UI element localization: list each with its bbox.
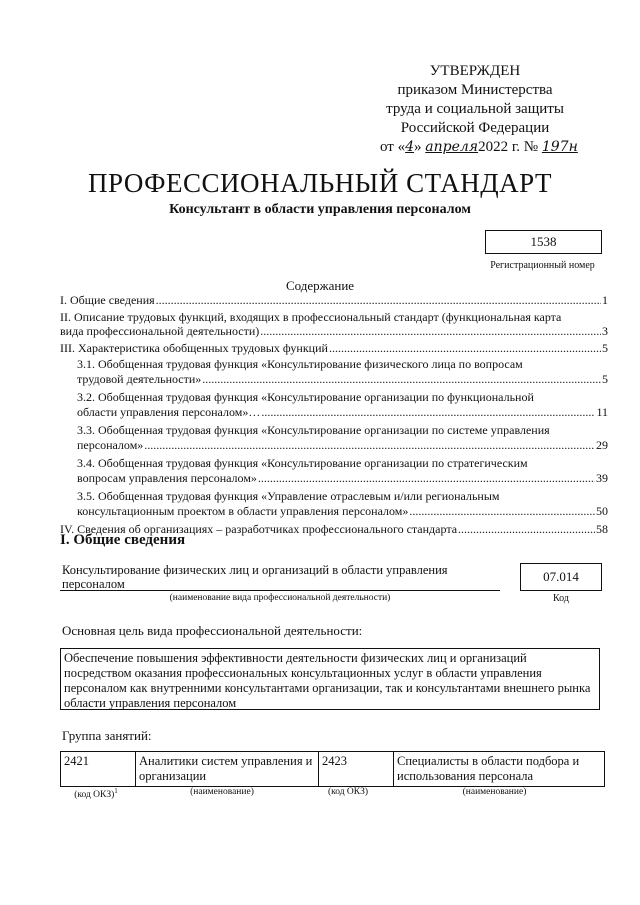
toc-item-label: 3.2. Обобщенная трудовая функция «Консультирование организации по функциональной [77, 390, 534, 404]
toc-item-label-cont: вопросам управления персоналом» [77, 470, 257, 485]
section-title: I. Общие сведения [60, 532, 186, 548]
occupation-name-cell: Аналитики систем управления и организации [136, 752, 319, 787]
registration-number-box: 1538 [485, 230, 602, 254]
occupation-name-caption: (наименование) [190, 787, 254, 797]
toc-page-number: 39 [596, 470, 608, 485]
occupation-group-table [60, 751, 605, 787]
toc-leader-dots [260, 324, 601, 339]
toc-heading: Содержание [285, 278, 355, 293]
toc-page-number: 11 [596, 404, 608, 419]
date-year: 2022 г. № [478, 139, 542, 155]
toc-item-3-4[interactable] [77, 456, 608, 485]
toc-leader-dots [258, 471, 595, 486]
toc-leader-dots [458, 522, 595, 537]
toc-page-number: 3 [602, 324, 608, 338]
toc-item-label: 3.4. Обобщенная трудовая функция «Консультирование организации по стратегическим [77, 456, 528, 470]
toc-item-label-cont: консультационным проектом в области управления персоналом» [77, 503, 409, 518]
toc-item-label: II. Описание трудовых функций, входящих в профессиональный стандарт (функциональная карта [60, 309, 562, 324]
date-mid: » [414, 139, 426, 155]
activity-underline [60, 590, 500, 591]
handwritten-day: 4 [405, 139, 415, 155]
registration-number-label: Регистрационный номер [490, 260, 595, 271]
activity-code-label: Код [553, 593, 569, 604]
toc-item-3-3[interactable] [77, 423, 608, 452]
goal-text-box: Обеспечение повышения эффективности деятельности физических лиц и организаций посредством оказания профессиональных консультационных услуг в области управления персоналом как внутренними консультантами организации, так и консультантами внешнего рынка области управления персоналом [60, 648, 600, 710]
toc-item-label-cont: трудовой деятельности» [77, 371, 202, 386]
toc-item-section-3[interactable] [60, 341, 608, 356]
toc-item-label-cont: персоналом» [77, 437, 144, 452]
toc-page-number: 50 [596, 503, 608, 518]
toc-item-3-2[interactable] [77, 390, 608, 419]
document-subtitle: Консультант в области управления персоналом [169, 202, 471, 217]
toc-item-section-2[interactable] [60, 310, 608, 339]
toc-page-number: 5 [602, 371, 608, 386]
toc-leader-dots [261, 405, 595, 420]
activity-caption: (наименование вида профессиональной деятельности) [169, 593, 391, 603]
caption-text: (код ОКЗ) [74, 790, 115, 801]
occupation-name-cell: Специалисты в области подбора и использования персонала [394, 752, 605, 787]
date-prefix: от « [380, 139, 406, 155]
toc-item-label: III. Характеристика обобщенных трудовых функций [60, 340, 328, 355]
okz-code-caption: (код ОКЗ) [327, 787, 369, 797]
table-of-contents [60, 293, 608, 539]
toc-leader-dots [409, 504, 595, 519]
toc-item-label: IV. Сведения об организациях – разработчиках профессионального стандарта [60, 522, 458, 536]
toc-item-3-5[interactable] [77, 489, 608, 518]
toc-item-label-cont: области управления персоналом»… [77, 404, 261, 419]
toc-leader-dots [329, 341, 601, 356]
toc-item-label: 3.1. Обобщенная трудовая функция «Консультирование физического лица по вопросам [77, 357, 523, 371]
okz-code-caption [60, 787, 132, 800]
toc-item-label: I. Общие сведения [60, 293, 155, 307]
activity-name: Консультирование физических лиц и организаций в области управления персоналом [62, 563, 448, 591]
occupation-name-caption: (наименование) [462, 787, 527, 797]
approval-line: Российской Федерации [400, 120, 550, 136]
occupation-group-label: Группа занятий: [62, 728, 152, 743]
okz-code-cell: 2421 [61, 752, 136, 787]
activity-code-box: 07.014 [520, 563, 602, 591]
toc-item-label: 3.3. Обобщенная трудовая функция «Консультирование организации по системе управления [77, 423, 550, 437]
handwritten-order-number: 197н [541, 139, 578, 155]
handwritten-month: апреля [425, 139, 479, 155]
toc-page-number: 5 [602, 340, 608, 355]
toc-page-number: 58 [596, 522, 608, 536]
toc-leader-dots [144, 438, 595, 453]
toc-item-section-1[interactable] [60, 293, 608, 308]
approval-line: труда и социальной защиты [386, 101, 564, 117]
approval-date-line [380, 138, 578, 157]
okz-code-cell: 2423 [319, 752, 394, 787]
toc-page-number: 1 [602, 293, 608, 307]
approval-line: приказом Министерства [397, 82, 553, 98]
goal-label: Основная цель вида профессиональной деятельности: [62, 623, 363, 638]
approval-title: УТВЕРЖДЕН [429, 63, 521, 79]
document-title: ПРОФЕССИОНАЛЬНЫЙ СТАНДАРТ [87, 168, 553, 198]
toc-page-number: 29 [596, 437, 608, 452]
toc-item-label: 3.5. Обобщенная трудовая функция «Управление отраслевым и/или региональным [77, 489, 500, 503]
footnote-marker[interactable]: 1 [114, 787, 118, 795]
toc-item-label-cont: вида профессиональной деятельности) [60, 324, 260, 338]
approval-block [380, 62, 578, 157]
toc-item-3-1[interactable] [77, 357, 608, 386]
table-row [61, 752, 605, 787]
toc-leader-dots [156, 293, 601, 308]
toc-leader-dots [202, 372, 601, 387]
